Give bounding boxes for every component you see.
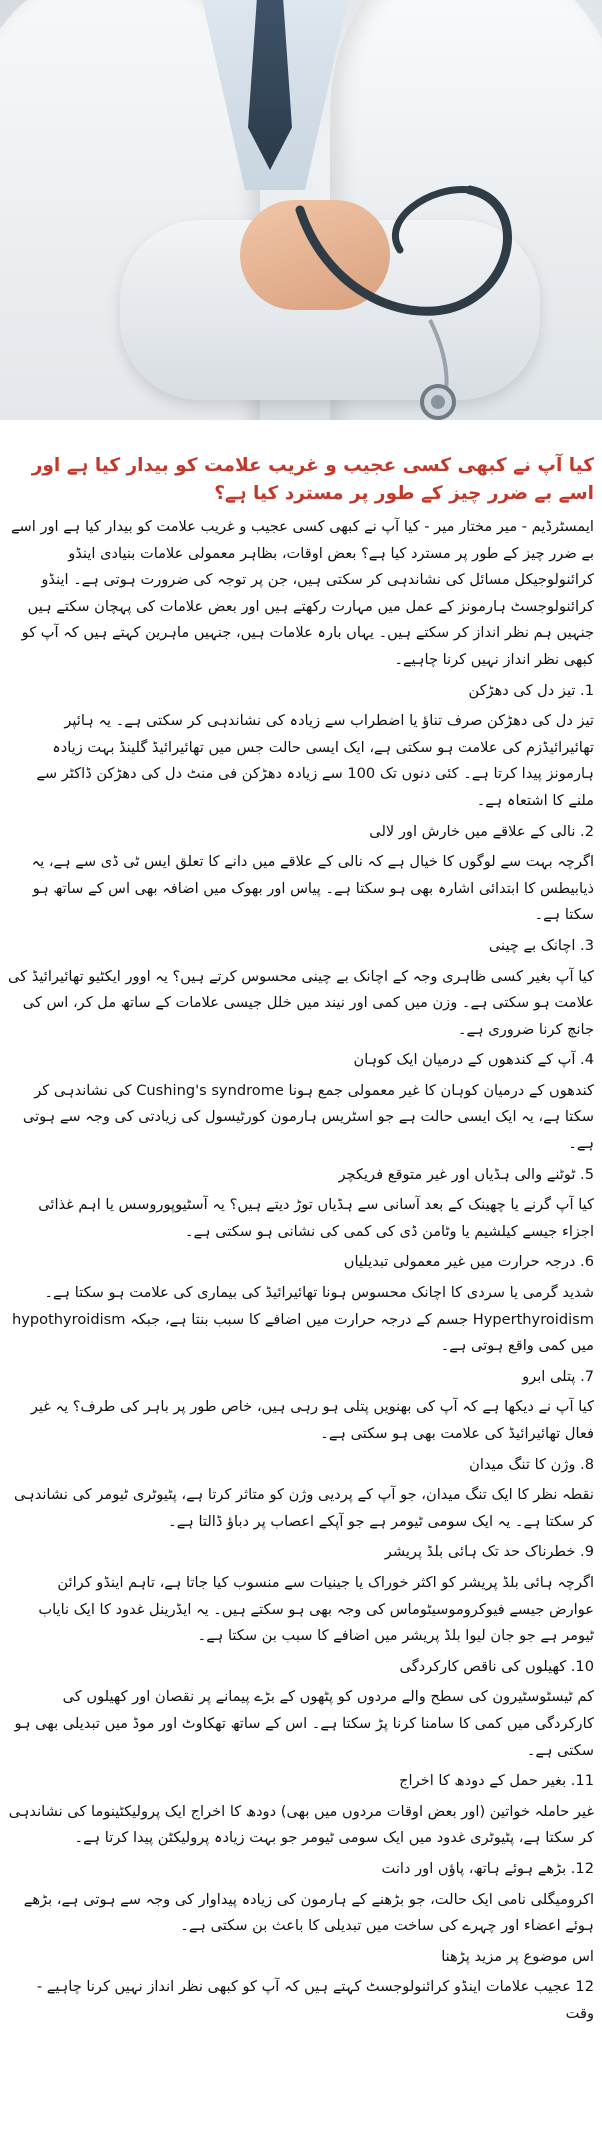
section-body-4: کندھوں کے درمیان کوہان کا غیر معمولی جمع ہونا Cushing's syndrome کی نشاندہی کر سکتا ہے، یہ ایک ایسی حالت ہے جو اسٹریس ہارمون کورٹیسول کی زیادتی کی وجہ سے ہوتی ہے۔ — [22, 1081, 594, 1153]
section-heading-1: 1. تیز دل کی دھڑکن — [468, 681, 594, 699]
section-heading-6: 6. درجہ حرارت میں غیر معمولی تبدیلیاں — [343, 1253, 594, 1271]
article-body — [0, 420, 602, 2031]
section-body-5: کیا آپ گرنے یا چھینک کے بعد آسانی سے ہڈیاں توڑ دیتے ہیں؟ یہ آسٹیوپوروسس یا اہم غذائی اجزاء جیسے کیلشیم یا وٹامن ڈی کی کمی کی نشانی ہو سکتی ہے۔ — [38, 1196, 594, 1240]
section-body-3: کیا آپ بغیر کسی ظاہری وجہ کے اچانک بے چینی محسوس کرتے ہیں؟ یہ اوور ایکٹیو تھائیرائیڈ کی علامت ہو سکتی ہے۔ وزن میں کمی اور نیند میں خلل جیسی علامات کے ساتھ مل کر، اس کی جانچ کرنا ضروری ہے۔ — [7, 967, 594, 1038]
section-body-6: شدید گرمی یا سردی کا اچانک محسوس ہونا تھائیرائیڈ کی بیماری کی علامت ہو سکتا ہے۔ Hyperthyroidism جسم کے درجہ حرارت میں اضافے کا سبب بنتا ہے، جبکہ hypothyroidism میں کمی واقع ہوتی ہے۔ — [12, 1284, 594, 1355]
section-heading-3: 3. اچانک بے چینی — [488, 936, 594, 954]
section-heading-8: 8. وژن کا تنگ میدان — [469, 1455, 594, 1473]
section-heading-2: 2. نالی کے علاقے میں خارش اور لالی — [369, 822, 594, 840]
stethoscope-icon — [0, 0, 602, 420]
doctor-stethoscope-photo — [0, 0, 602, 420]
further-reading-label: اس موضوع پر مزید پڑھنا — [441, 1947, 594, 1965]
section-body-9: اگرچہ ہائی بلڈ پریشر کو اکثر خوراک یا جینیات سے منسوب کیا جاتا ہے، تاہم اینڈو کرائن عوارض جیسے فیوکروموسیٹوماس کی وجہ بھی ہو سکتے ہیں۔ یہ ایڈرینل غدود کا ایک نایاب ٹیومر ہے جو جان لیوا بلڈ پریشر میں اضافے کا سبب بن سکتا ہے۔ — [38, 1573, 594, 1645]
section-heading-5: 5. ٹوٹنے والی ہڈیاں اور غیر متوقع فریکچر — [338, 1165, 594, 1183]
section-heading-10: 10. کھیلوں کی ناقص کارکردگی — [399, 1657, 594, 1675]
section-body-11: غیر حاملہ خواتین (اور بعض اوقات مردوں میں بھی) دودھ کا اخراج ایک پرولیکٹینوما کی نشاندہی کر سکتا ہے، پٹیوٹری غدود میں ایک سومی ٹیومر جو بہت زیادہ پرولیکٹن پیدا کرتا ہے۔ — [8, 1802, 594, 1847]
section-heading-11: 11. بغیر حمل کے دودھ کا اخراج — [399, 1772, 594, 1790]
section-body-10: کم ٹیسٹوسٹیرون کی سطح والے مردوں کو پٹھوں کے بڑے پیمانے پر نقصان اور کھیلوں کی کارکردگی میں کمی کا سامنا کرنا پڑ سکتا ہے۔ اس کے ساتھ تھکاوٹ اور موڈ میں تبدیلی بھی ہو سکتی ہے۔ — [14, 1688, 594, 1759]
section-body-1: تیز دل کی دھڑکن صرف تناؤ یا اضطراب سے زیادہ کی نشاندہی کر سکتی ہے۔ یہ ہائپر تھائیرائیڈزم کی علامت ہو سکتی ہے، ایک ایسی حالت جس میں تھائیرائیڈ گلینڈ بہت زیادہ ہارمونز پیدا کرتا ہے۔ کئی دنوں تک 100 سے زیادہ دھڑکن فی منٹ دل کی دھڑکن ڈاکٹر سے ملنے کا اشتعاہ ہے۔ — [36, 712, 594, 809]
section-body-8: نقطہ نظر کا ایک تنگ میدان، جو آپ کے پردیی وژن کو متاثر کرتا ہے، پٹیوٹری ٹیومر کی نشاندہی کر سکتا ہے۔ یہ ایک سومی ٹیومر ہے جو آپکے اعصاب پر دباؤ ڈالتا ہے۔ — [13, 1486, 594, 1530]
section-heading-12: 12. بڑھے ہوئے ہاتھ، پاؤں اور دانت — [381, 1859, 594, 1877]
section-heading-7: 7. پتلی ابرو — [522, 1367, 594, 1385]
section-heading-9: 9. خطرناک حد تک ہائی بلڈ پریشر — [384, 1543, 594, 1561]
section-heading-4: 4. آپ کے کندھوں کے درمیان ایک کوہان — [353, 1051, 594, 1069]
section-body-12: اکرومیگلی نامی ایک حالت، جو بڑھنے کے ہارمون کی زیادہ پیداوار کی وجہ سے ہوتی ہے، بڑھے ہوئے اعضاء اور چہرے کی ساخت میں تبدیلی کا باعث بن سکتی ہے۔ — [23, 1890, 594, 1935]
article-headline: کیا آپ نے کبھی کسی عجیب و غریب علامت کو بیدار کیا ہے اور اسے بے ضرر چیز کے طور پر مسترد کیا ہے؟ — [31, 455, 594, 504]
section-body-7: کیا آپ نے دیکھا ہے کہ آپ کی بھنویں پتلی ہو رہی ہیں، خاص طور پر باہر کی طرف؟ یہ غیر فعال تھائیرائیڈ کی علامت بھی ہو سکتی ہے۔ — [30, 1398, 594, 1442]
closing-line: 12 عجیب علامات اینڈو کرائنولوجسٹ کہتے ہیں کہ آپ کو کبھی نظر انداز نہیں کرنا چاہیے - وقت — [36, 1978, 594, 2022]
section-body-2: اگرچہ بہت سے لوگوں کا خیال ہے کہ نالی کے علاقے میں دانے کا تعلق ایس ٹی ڈی سے ہے، یہ ذیابیطس کا ابتدائی اشارہ بھی ہو سکتا ہے۔ پیاس اور بھوک میں اضافہ بھی اس کے ساتھ ہو سکتا ہے۔ — [31, 853, 594, 924]
intro-paragraph: ایمسٹرڈیم - میر مختار میر - کیا آپ نے کبھی کسی عجیب و غریب علامت کو بیدار کیا ہے اور اسے بے ضرر چیز کے طور پر مسترد کیا ہے؟ بعض اوقات، بظاہر معمولی علامات بنیادی اینڈو کرائنولوجیکل مسائل کی نشاندہی کر سکتی ہیں، جن پر توجہ کی ضرورت ہوتی ہے۔ اینڈو کرائنولوجسٹ ہارمونز کے عمل میں مہارت رکھتے ہیں اور بعض علامات کی پہچان سکتے ہیں جنہیں ہم نظر انداز کر سکتے ہیں۔ یہاں بارہ علامات ہیں، جنہیں ماہرین کہتے ہیں کہ آپ کو کبھی نظر انداز نہیں کرنا چاہیے۔ — [10, 518, 594, 668]
